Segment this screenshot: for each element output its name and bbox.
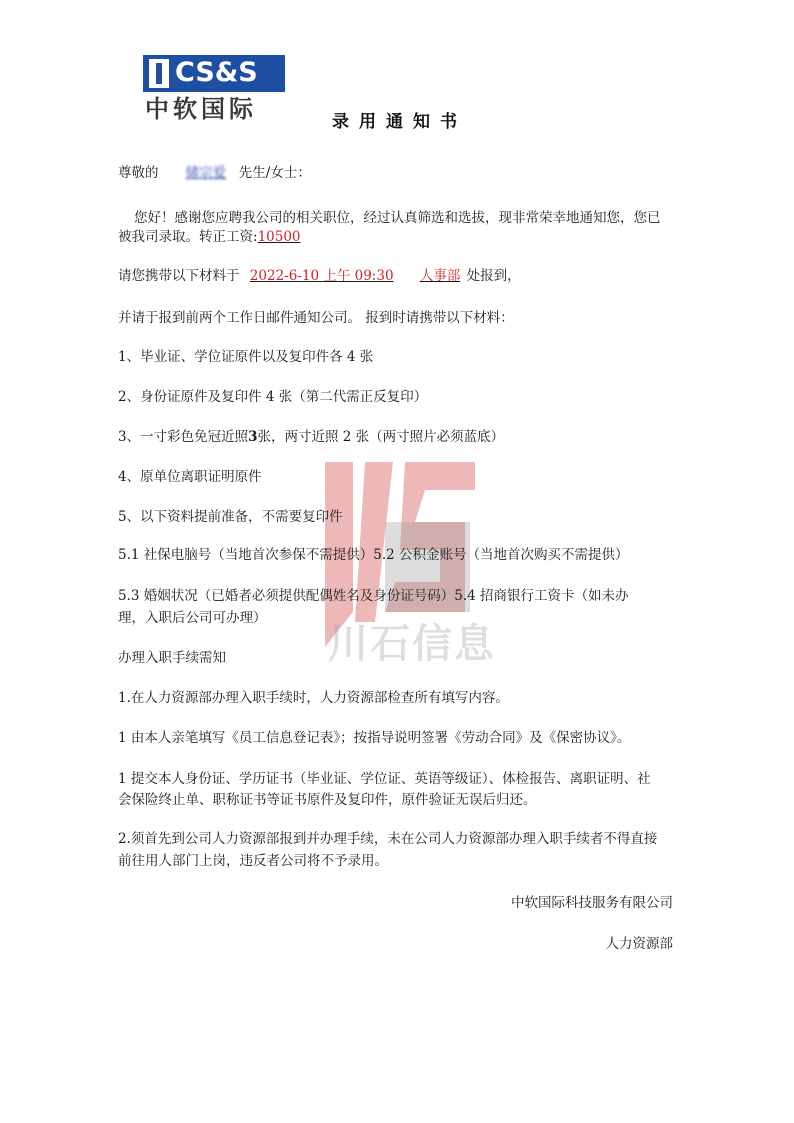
greeting-line — [118, 164, 311, 182]
intro-line-1: 您好！感谢您应聘我公司的相关职位，经过认真筛选和选拔，现非常荣幸地通知您，您已 — [134, 210, 661, 226]
logo-cn-text: 中软国际 — [145, 95, 257, 123]
watermark-text: 川石信息 — [328, 621, 496, 667]
report-datetime: 2022-6-10 上午 09:30 — [249, 268, 394, 284]
procedure-heading: 办理入职手续需知 — [118, 650, 226, 666]
document-title: 录用通知书 — [332, 112, 467, 132]
report-suffix: 处报到， — [466, 268, 521, 284]
logo-banner — [143, 55, 285, 92]
signature-company: 中软国际科技服务有限公司 — [511, 895, 673, 911]
salary-value: 10500 — [257, 229, 301, 245]
notice-line: 并请于报到前两个工作日邮件通知公司。 报到时请携带以下材料： — [118, 310, 514, 326]
material-item-2: 2、身份证原件及复印件 4 张（第二代需正反复印） — [118, 389, 428, 405]
report-prefix: 请您携带以下材料于 — [118, 268, 240, 284]
material-item-3-num: 3 — [248, 429, 258, 445]
procedure-p4-line1: 2.须首先到公司人力资源部报到并办理手续，未在公司人力资源部办理入职手续者不得直接 — [118, 831, 658, 847]
material-item-3-a: 3、一寸彩色免冠近照 — [118, 429, 249, 445]
material-item-5-1: 5.1 社保电脑号（当地首次参保不需提供）5.2 公积金账号（当地首次购买不需提供） — [118, 547, 629, 563]
greeting-suffix: 先生/女士： — [238, 165, 311, 181]
recipient-name: 储宗爱 — [185, 165, 227, 181]
procedure-p2: 1 由本人亲笔填写《员工信息登记表》；按指导说明签署《劳动合同》及《保密协议》。 — [118, 730, 631, 746]
company-logo — [143, 55, 285, 125]
procedure-p3-line2: 会保险终止单、职称证书等证书原件及复印件，原件验证无误后归还。 — [118, 792, 537, 808]
material-item-3 — [118, 428, 504, 446]
material-item-4: 4、原单位离职证明原件 — [118, 469, 262, 485]
greeting-prefix: 尊敬的 — [118, 165, 159, 181]
procedure-p3-line1: 1 提交本人身份证、学历证书（毕业证、学位证、英语等级证）、体检报告、离职证明、社 — [118, 771, 651, 787]
logo-i-bar — [156, 63, 162, 84]
material-item-5-3-line2: 理，入职后公司可办理） — [118, 610, 267, 626]
report-dept: 人事部 — [419, 268, 461, 284]
procedure-p4-line2: 前往用人部门上岗，违反者公司将不予录用。 — [118, 853, 388, 869]
intro-line-2 — [118, 228, 301, 246]
logo-en-text: CS&S — [175, 57, 258, 88]
material-item-1: 1、毕业证、学位证原件以及复印件各 4 张 — [118, 349, 374, 365]
signature-dept: 人力资源部 — [605, 936, 673, 952]
material-item-5: 5、以下资料提前准备，不需要复印件 — [118, 509, 343, 525]
report-line — [118, 267, 521, 285]
material-item-5-3-line1: 5.3 婚姻状况（已婚者必须提供配偶姓名及身份证号码）5.4 招商银行工资卡（如未办 — [118, 588, 629, 604]
intro-salary-label: 被我司录取。转正工资: — [118, 229, 258, 245]
material-item-3-b: 张，两寸近照 2 张（两寸照片必须蓝底） — [257, 429, 505, 445]
procedure-p1: 1.在人力资源部办理入职手续时，人力资源部检查所有填写内容。 — [118, 690, 509, 706]
